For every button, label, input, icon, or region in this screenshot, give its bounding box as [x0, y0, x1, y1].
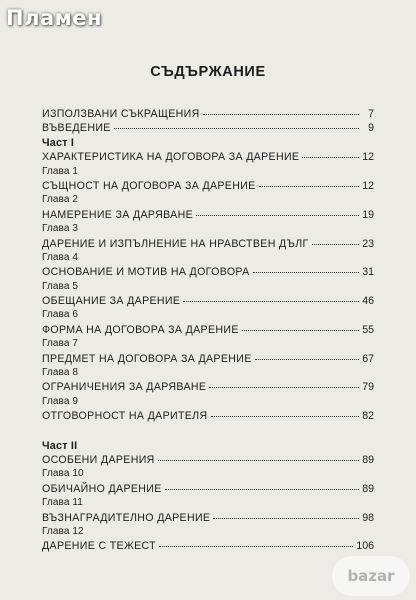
- toc-entry-label: ДАРЕНИЕ И ИЗПЪЛНЕНИЕ НА НРАВСТВЕН ДЪЛГ: [42, 237, 309, 250]
- toc-entry-page: 98: [362, 511, 374, 524]
- toc-entry-label: ОСНОВАНИЕ И МОТИВ НА ДОГОВОРА: [42, 266, 250, 279]
- toc-entry: [42, 295, 374, 309]
- toc-chapter-label: [42, 497, 374, 511]
- toc-chapter-label: [42, 281, 374, 295]
- toc-entry-label: ИЗПОЛЗВАНИ СЪКРАЩЕНИЯ: [42, 108, 200, 120]
- toc-chapter-text: Глава 6: [42, 309, 79, 321]
- dot-leader: [253, 272, 359, 273]
- dot-leader: [183, 301, 359, 302]
- dot-leader: [242, 330, 359, 331]
- toc-part-label: Част II: [42, 439, 78, 452]
- dot-leader: [211, 416, 360, 417]
- toc-chapter-text: Глава 3: [42, 223, 79, 235]
- toc-entry-page: 55: [362, 323, 374, 336]
- dot-leader: [158, 460, 359, 461]
- toc-entry-label: ОСОБЕНИ ДАРЕНИЯ: [42, 453, 155, 466]
- toc-chapter-label: [42, 223, 374, 237]
- toc-chapter-text: Глава 1: [42, 165, 79, 177]
- toc-entry: [42, 353, 374, 367]
- toc-entry: [42, 209, 374, 223]
- toc-entry: [42, 266, 374, 280]
- toc-entry: [42, 108, 374, 122]
- table-of-contents: [42, 108, 374, 555]
- dot-leader: [213, 518, 359, 519]
- dot-leader: [209, 387, 359, 388]
- watermark-text: bazar: [347, 567, 395, 585]
- toc-part-heading: [42, 137, 374, 151]
- toc-entry-label: ВЪВЕДЕНИЕ: [42, 122, 111, 135]
- toc-entry: [42, 483, 374, 497]
- dot-leader: [302, 157, 359, 158]
- toc-chapter-label: [42, 396, 374, 410]
- dot-leader: [159, 546, 353, 547]
- toc-entry-page: 31: [362, 266, 374, 279]
- toc-chapter-text: Глава 4: [42, 251, 79, 263]
- toc-entry: [42, 238, 374, 252]
- toc-entry-label: СЪЩНОСТ НА ДОГОВОРА ЗА ДАРЕНИЕ: [42, 179, 256, 192]
- toc-entry-label: ОТГОВОРНОСТ НА ДАРИТЕЛЯ: [42, 410, 208, 423]
- toc-entry-label: ОБЕЩАНИЕ ЗА ДАРЕНИЕ: [42, 295, 181, 308]
- toc-chapter-label: [42, 194, 374, 208]
- toc-entry-page: 67: [362, 352, 374, 365]
- toc-entry-page: 7: [368, 108, 374, 120]
- watermark-logo: [332, 556, 410, 596]
- dot-leader: [255, 359, 359, 360]
- toc-entry-page: 12: [362, 179, 374, 192]
- toc-entry-page: 46: [362, 295, 374, 308]
- toc-part-heading: [42, 440, 374, 454]
- toc-part-label: Част I: [42, 136, 75, 149]
- toc-entry-label: ФОРМА НА ДОГОВОРА ЗА ДАРЕНИЕ: [42, 323, 239, 336]
- toc-entry: [42, 324, 374, 338]
- toc-entry: [42, 410, 374, 424]
- toc-chapter-label: [42, 468, 374, 482]
- toc-chapter-text: Глава 10: [42, 468, 84, 480]
- toc-entry: [42, 180, 374, 194]
- toc-entry-page: 19: [362, 208, 374, 221]
- toc-entry-label: ПРЕДМЕТ НА ДОГОВОРА ЗА ДАРЕНИЕ: [42, 352, 252, 365]
- toc-entry-label: ОБИЧАЙНО ДАРЕНИЕ: [42, 482, 162, 495]
- section-spacer: [42, 425, 374, 440]
- toc-chapter-label: [42, 252, 374, 266]
- dot-leader: [312, 244, 359, 245]
- toc-chapter-label: [42, 367, 374, 381]
- toc-entry-label: ДАРЕНИЕ С ТЕЖЕСТ: [42, 540, 156, 553]
- toc-entry: [42, 151, 374, 165]
- toc-entry-label: ХАРАКТЕРИСТИКА НА ДОГОВОРА ЗА ДАРЕНИЕ: [42, 151, 300, 164]
- toc-chapter-label: [42, 526, 374, 540]
- toc-entry: [42, 512, 374, 526]
- toc-chapter-label: [42, 309, 374, 323]
- toc-entry-page: 89: [362, 453, 374, 466]
- dot-leader: [259, 186, 359, 187]
- toc-entry: [42, 381, 374, 395]
- dot-leader: [196, 215, 359, 216]
- page-title: СЪДЪРЖАНИЕ: [150, 64, 266, 80]
- toc-entry-page: 12: [362, 151, 374, 164]
- toc-entry-page: 79: [362, 381, 374, 394]
- toc-chapter-text: Глава 11: [42, 497, 83, 509]
- dot-leader: [165, 489, 359, 490]
- toc-chapter-text: Глава 5: [42, 280, 79, 292]
- toc-chapter-text: Глава 8: [42, 367, 79, 379]
- dot-leader: [114, 128, 359, 129]
- toc-entry-page: 23: [362, 237, 374, 250]
- toc-entry-page: 82: [362, 410, 374, 423]
- toc-chapter-label: [42, 166, 374, 180]
- toc-entry: [42, 454, 374, 468]
- toc-chapter-text: Глава 12: [42, 525, 84, 537]
- toc-entry: [42, 540, 374, 554]
- toc-entry-page: 9: [368, 122, 374, 135]
- toc-entry-page: 89: [362, 482, 374, 495]
- toc-chapter-text: Глава 7: [42, 338, 79, 350]
- dot-leader: [203, 114, 359, 115]
- toc-chapter-text: Глава 2: [42, 194, 79, 206]
- toc-entry: [42, 122, 374, 136]
- toc-chapter-label: [42, 338, 374, 352]
- brand-logo-text: Пламен: [6, 6, 103, 30]
- toc-chapter-text: Глава 9: [42, 395, 79, 407]
- toc-entry-page: 106: [356, 540, 374, 553]
- toc-entry-label: ВЪЗНАГРАДИТЕЛНО ДАРЕНИЕ: [42, 511, 211, 524]
- toc-entry-label: ОГРАНИЧЕНИЯ ЗА ДАРЯВАНЕ: [42, 381, 207, 394]
- toc-entry-label: НАМЕРЕНИЕ ЗА ДАРЯВАНЕ: [42, 208, 193, 221]
